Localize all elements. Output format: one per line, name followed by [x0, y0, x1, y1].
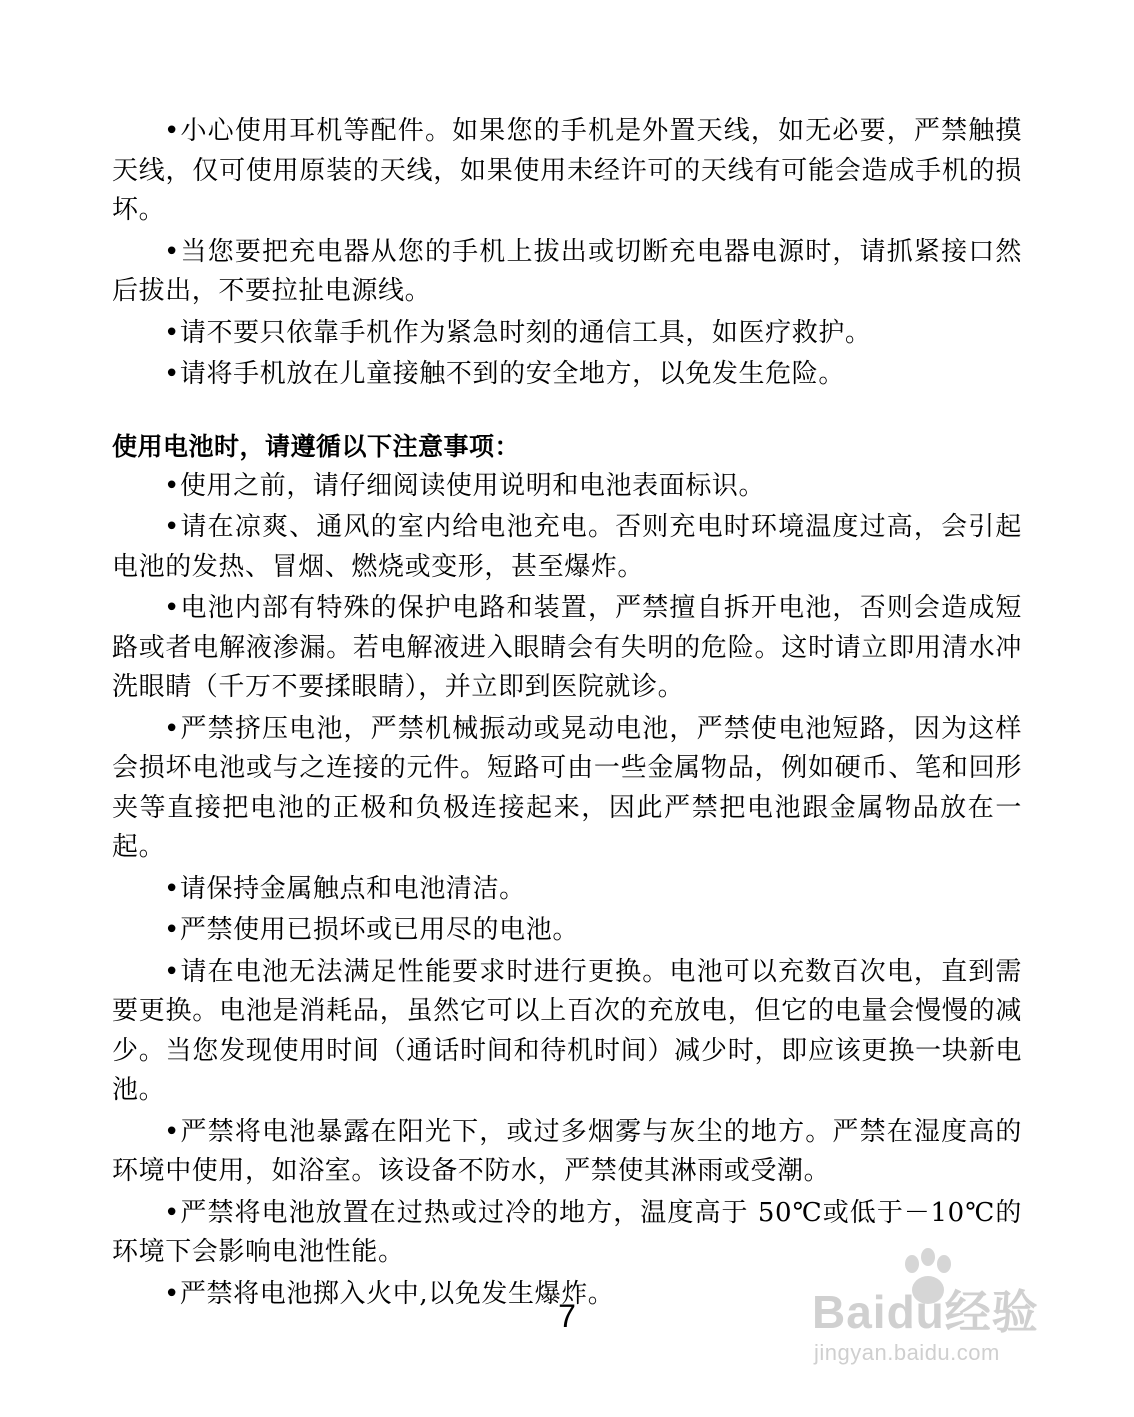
- paragraph-charging-environment: •请在凉爽、通风的室内给电池充电。否则充电时环境温度过高，会引起电池的发热、冒烟、燃烧或变形，甚至爆炸。: [112, 512, 1022, 582]
- paragraph-earphone-antenna: •小心使用耳机等配件。如果您的手机是外置天线，如无必要，严禁触摸天线，仅可使用原装的天线，如果使用未经许可的天线有可能会造成手机的损坏。: [112, 116, 1022, 225]
- paragraph-emergency: •请不要只依靠手机作为紧急时刻的通信工具，如医疗救护。: [164, 317, 872, 348]
- baidu-jingyan-watermark: [812, 1248, 1062, 1368]
- document-page: [112, 112, 1022, 1316]
- paragraph-damaged-battery: •严禁使用已损坏或已用尽的电池。: [164, 915, 579, 945]
- page-number: 7: [558, 1298, 576, 1334]
- paragraph-do-not-disassemble: •电池内部有特殊的保护电路和装置，严禁擅自拆开电池，否则会造成短路或者电解液渗漏。若电解液进入眼睛会有失明的危险。这时请立即用清水冲洗眼睛（千万不要揉眼睛），并立即到医院就诊。: [112, 593, 1022, 702]
- paragraph-no-short-circuit: •严禁挤压电池，严禁机械振动或晃动电池，严禁使电池短路，因为这样会损坏电池或与之连接的元件。短路可由一些金属物品，例如硬币、笔和回形夹等直接把电池的正极和负极连接起来，因此严禁把电池跟金属物品放在一起。: [112, 713, 1022, 862]
- paragraph-charger-unplug: •当您要把充电器从您的手机上拔出或切断充电器电源时，请抓紧接口然后拔出，不要拉扯电源线。: [112, 236, 1022, 306]
- paragraph-temperature: •严禁将电池放置在过热或过冷的地方，温度高于 50℃或低于－10℃的环境下会影响电池性能。: [112, 1197, 1022, 1267]
- paragraph-sunlight-humidity: •严禁将电池暴露在阳光下，或过多烟雾与灰尘的地方。严禁在湿度高的环境中使用，如浴室。该设备不防水，严禁使其淋雨或受潮。: [112, 1116, 1022, 1186]
- paragraph-read-instructions: •使用之前，请仔细阅读使用说明和电池表面标识。: [164, 470, 766, 501]
- paragraph-clean-contacts: •请保持金属触点和电池清洁。: [164, 873, 526, 904]
- battery-section-heading: 使用电池时，请遵循以下注意事项：: [112, 431, 521, 461]
- watermark-logo-text: Baidu经验: [812, 1286, 1039, 1338]
- paragraph-replace-battery: •请在电池无法满足性能要求时进行更换。电池可以充数百次电，直到需要更换。电池是消耗品，虽然它可以上百次的充放电，但它的电量会慢慢的减少。当您发现使用时间（通话时间和待机时间）减少时，即应该更换一块新电池。: [112, 956, 1022, 1105]
- paragraph-no-fire: •严禁将电池掷入火中,以免发生爆炸。: [164, 1278, 615, 1309]
- watermark-site-text: jingyan.baidu.com: [814, 1340, 1000, 1365]
- paragraph-children-safety: •请将手机放在儿童接触不到的安全地方，以免发生危险。: [164, 359, 845, 389]
